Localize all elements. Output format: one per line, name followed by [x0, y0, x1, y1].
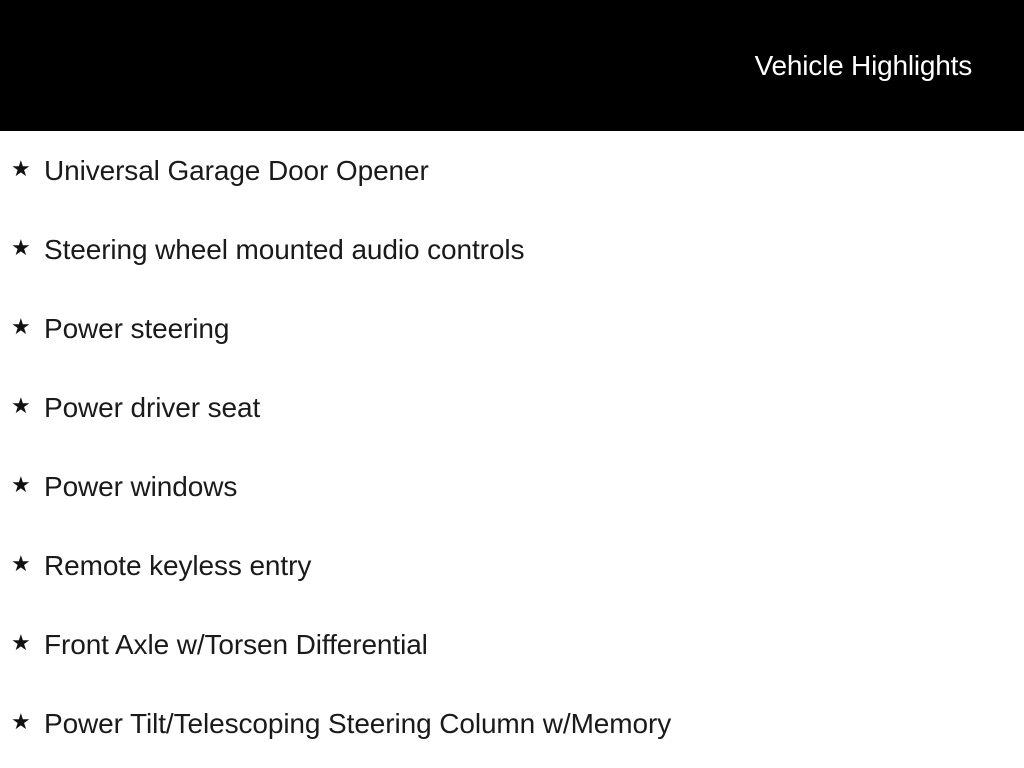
list-item [0, 131, 1024, 210]
star-icon: ★ [11, 631, 31, 656]
highlight-label: Steering wheel mounted audio controls [44, 234, 525, 265]
list-item [0, 289, 1024, 368]
highlight-label: Power driver seat [44, 392, 261, 423]
list-item [0, 447, 1024, 526]
list-item [0, 526, 1024, 605]
highlight-label: Universal Garage Door Opener [44, 155, 429, 186]
star-icon: ★ [11, 552, 31, 577]
list-item [0, 605, 1024, 684]
star-icon: ★ [11, 710, 31, 735]
highlight-label: Power windows [44, 471, 238, 502]
header-bar [0, 0, 1024, 131]
list-item [0, 684, 1024, 763]
list-item [0, 368, 1024, 447]
highlight-label: Power steering [44, 313, 230, 344]
highlights-list [0, 131, 1024, 763]
highlight-label: Remote keyless entry [44, 550, 312, 581]
list-item [0, 210, 1024, 289]
highlight-label: Front Axle w/Torsen Differential [44, 629, 428, 660]
star-icon: ★ [11, 157, 31, 182]
page-title: Vehicle Highlights [754, 50, 972, 81]
star-icon: ★ [11, 394, 31, 419]
star-icon: ★ [11, 473, 31, 498]
star-icon: ★ [11, 315, 31, 340]
highlight-label: Power Tilt/Telescoping Steering Column w/Memory [44, 708, 672, 739]
star-icon: ★ [11, 236, 31, 261]
